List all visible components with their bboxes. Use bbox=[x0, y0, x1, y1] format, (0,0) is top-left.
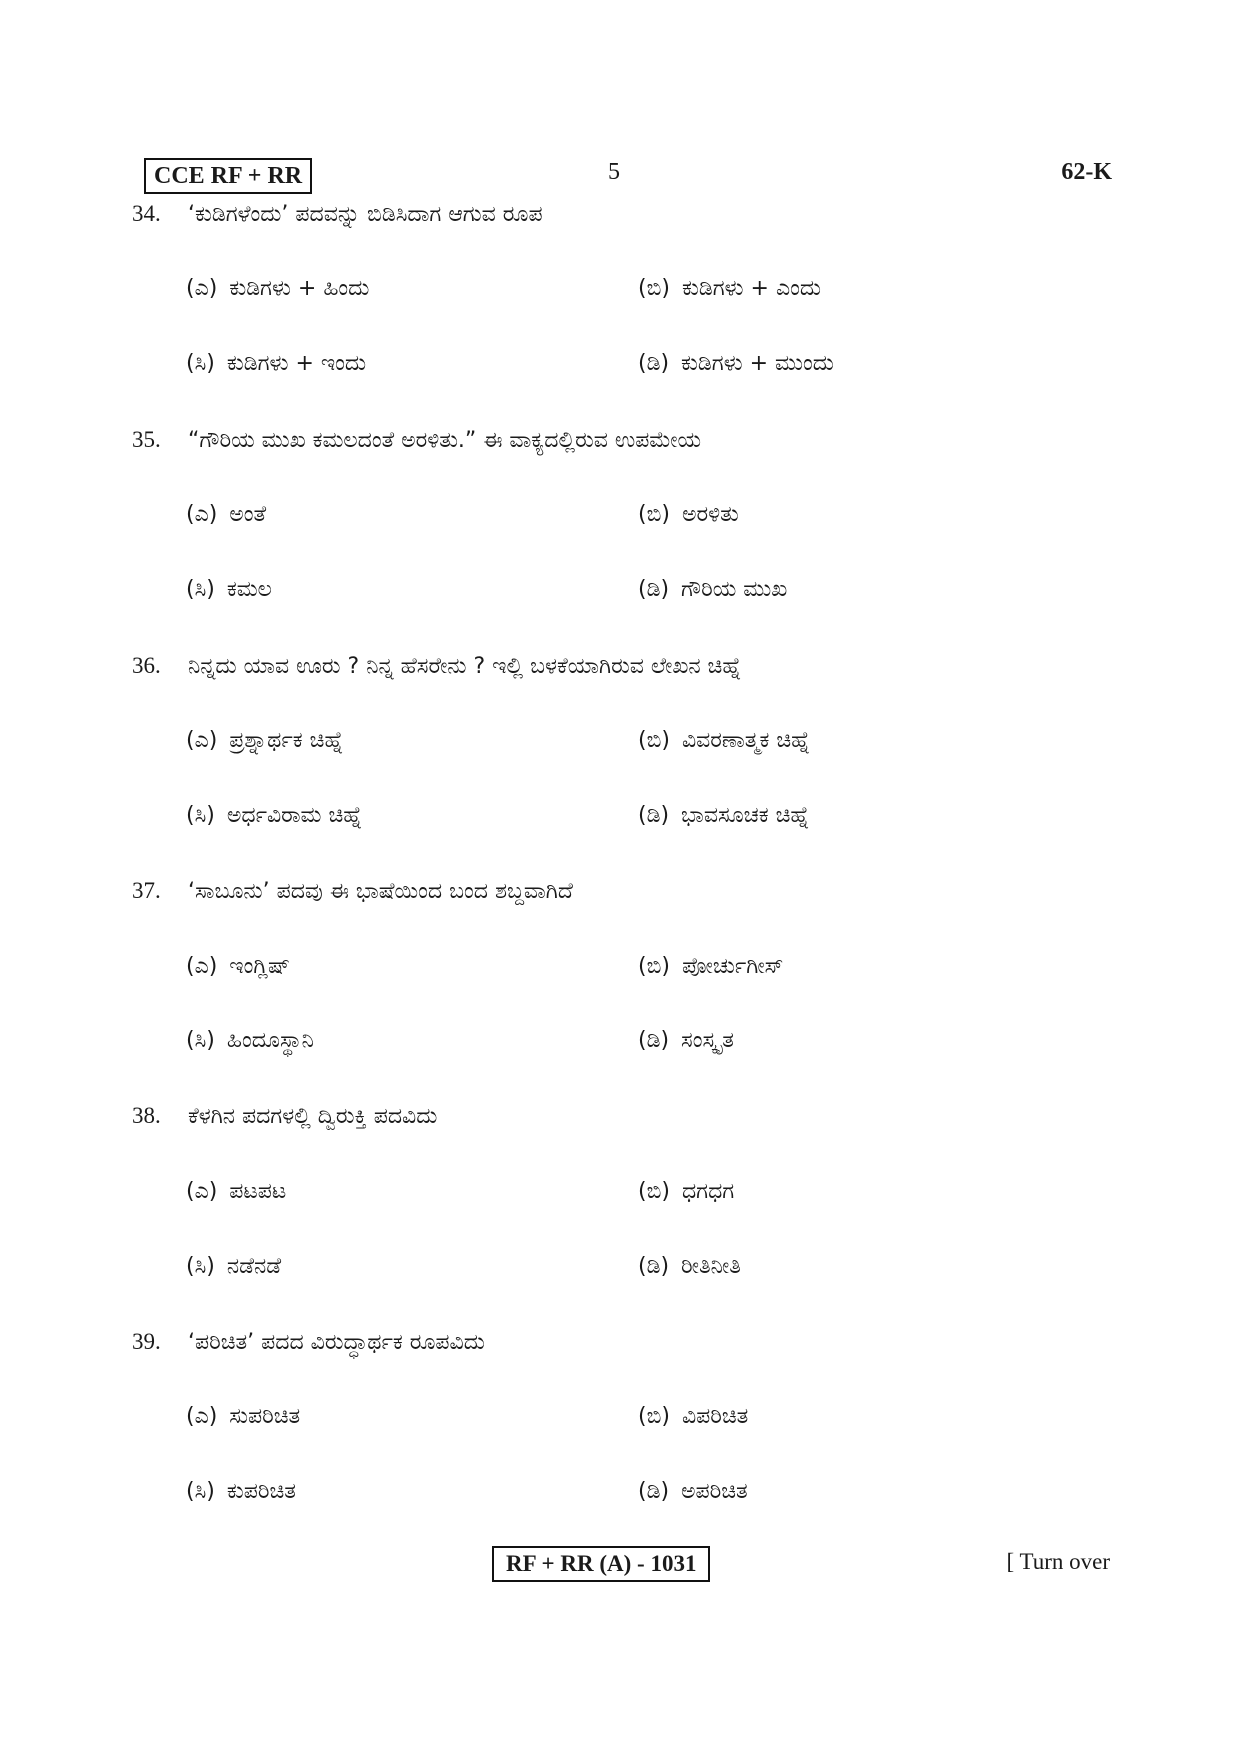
option-b bbox=[638, 1400, 748, 1434]
option-label: (ಬಿ) bbox=[638, 276, 670, 301]
question-37 bbox=[132, 875, 573, 908]
option-label: (ಎ) bbox=[186, 1404, 218, 1429]
option-d bbox=[638, 1250, 741, 1284]
option-label: (ಸಿ) bbox=[186, 351, 215, 376]
option-text: ಕುಡಿಗಳು + ಎಂದು bbox=[681, 276, 822, 301]
option-b bbox=[638, 950, 783, 984]
option-text: ನಡೆನಡೆ bbox=[226, 1254, 282, 1279]
option-label: (ಬಿ) bbox=[638, 1179, 670, 1204]
option-label: (ಡಿ) bbox=[638, 351, 670, 376]
option-label: (ಡಿ) bbox=[638, 1479, 670, 1504]
option-label: (ಬಿ) bbox=[638, 502, 670, 527]
page-number: 5 bbox=[608, 159, 620, 185]
option-label: (ಎ) bbox=[186, 276, 218, 301]
option-text: ಸಂಸ್ಕೃತ bbox=[681, 1028, 734, 1053]
question-35 bbox=[132, 424, 701, 457]
option-a bbox=[186, 724, 344, 758]
option-label: (ಬಿ) bbox=[638, 728, 670, 753]
option-text: ಪೋರ್ಚುಗೀಸ್ bbox=[681, 954, 784, 979]
option-a bbox=[186, 950, 290, 984]
question-39 bbox=[132, 1326, 485, 1359]
option-text: ಸುಪರಿಚಿತ bbox=[229, 1404, 301, 1429]
option-text: ಕುಪರಿಚಿತ bbox=[226, 1479, 296, 1504]
option-label: (ಎ) bbox=[186, 1179, 218, 1204]
option-text: ಅಂತೆ bbox=[229, 502, 267, 527]
option-d bbox=[638, 573, 787, 607]
option-text: ಕುಡಿಗಳು + ಮುಂದು bbox=[681, 351, 834, 376]
option-d bbox=[638, 1024, 734, 1058]
option-c bbox=[186, 347, 366, 381]
option-c bbox=[186, 799, 362, 833]
option-text: ಅರ್ಧವಿರಾಮ ಚಿಹ್ನೆ bbox=[226, 803, 363, 828]
option-text: ರೀತಿನೀತಿ bbox=[681, 1254, 741, 1279]
option-text: ಕಮಲ bbox=[226, 577, 272, 602]
option-label: (ಎ) bbox=[186, 728, 218, 753]
option-text: ಗೌರಿಯ ಮುಖ bbox=[681, 577, 788, 602]
question-text: ‘ಪರಿಚಿತ’ ಪದದ ವಿರುದ್ಧಾರ್ಥಕ ರೂಪವಿದು bbox=[188, 1330, 485, 1355]
option-label: (ಡಿ) bbox=[638, 803, 670, 828]
option-a bbox=[186, 498, 266, 532]
option-text: ಪ್ರಶ್ನಾರ್ಥಕ ಚಿಹ್ನೆ bbox=[229, 728, 344, 753]
option-text: ವಿಪರಿಚಿತ bbox=[681, 1404, 749, 1429]
option-text: ಪಟಪಟ bbox=[229, 1179, 287, 1204]
option-label: (ಸಿ) bbox=[186, 1479, 215, 1504]
question-number: 39. bbox=[132, 1329, 161, 1354]
question-34 bbox=[132, 198, 543, 231]
option-c bbox=[186, 1024, 314, 1058]
question-text: ‘ಸಾಬೂನು’ ಪದವು ಈ ಭಾಷೆಯಿಂದ ಬಂದ ಶಬ್ದವಾಗಿದೆ bbox=[188, 879, 573, 904]
option-label: (ಡಿ) bbox=[638, 577, 670, 602]
option-text: ಕುಡಿಗಳು + ಹಿಂದು bbox=[229, 276, 370, 301]
option-label: (ಎ) bbox=[186, 502, 218, 527]
option-c bbox=[186, 1250, 281, 1284]
paper-code: 62-K bbox=[1061, 159, 1112, 185]
turn-over-note: [ Turn over bbox=[1006, 1549, 1110, 1574]
question-36 bbox=[132, 650, 741, 683]
option-c bbox=[186, 573, 272, 607]
option-b bbox=[638, 498, 739, 532]
option-text: ಅರಳಿತು bbox=[681, 502, 739, 527]
option-label: (ಬಿ) bbox=[638, 1404, 670, 1429]
footer-code-box: RF + RR (A) - 1031 bbox=[492, 1546, 710, 1582]
question-number: 38. bbox=[132, 1103, 161, 1128]
question-number: 36. bbox=[132, 653, 161, 678]
option-label: (ಡಿ) bbox=[638, 1254, 670, 1279]
question-number: 35. bbox=[132, 427, 161, 452]
option-b bbox=[638, 1175, 734, 1209]
option-text: ಹಿಂದೂಸ್ಥಾನಿ bbox=[226, 1028, 314, 1053]
option-a bbox=[186, 272, 369, 306]
option-label: (ಬಿ) bbox=[638, 954, 670, 979]
option-d bbox=[638, 799, 809, 833]
option-c bbox=[186, 1475, 296, 1509]
option-text: ಭಾವಸೂಚಕ ಚಿಹ್ನೆ bbox=[681, 803, 810, 828]
option-label: (ಎ) bbox=[186, 954, 218, 979]
option-label: (ಸಿ) bbox=[186, 1254, 215, 1279]
option-d bbox=[638, 347, 834, 381]
question-text: “ಗೌರಿಯ ಮುಖ ಕಮಲದಂತೆ ಅರಳಿತು.” ಈ ವಾಕ್ಯದಲ್ಲಿರುವ ಉಪಮೇಯ bbox=[188, 428, 702, 453]
option-text: ಧಗಧಗ bbox=[681, 1179, 735, 1204]
question-number: 34. bbox=[132, 201, 161, 226]
option-label: (ಸಿ) bbox=[186, 803, 215, 828]
option-label: (ಸಿ) bbox=[186, 1028, 215, 1053]
option-label: (ಸಿ) bbox=[186, 577, 215, 602]
question-number: 37. bbox=[132, 878, 161, 903]
option-b bbox=[638, 272, 821, 306]
option-text: ಕುಡಿಗಳು + ಇಂದು bbox=[226, 351, 367, 376]
question-text: ‘ಕುಡಿಗಳೆಂದು’ ಪದವನ್ನು ಬಿಡಿಸಿದಾಗ ಆಗುವ ರೂಪ bbox=[188, 202, 543, 227]
option-text: ವಿವರಣಾತ್ಮಕ ಚಿಹ್ನೆ bbox=[681, 728, 811, 753]
option-label: (ಡಿ) bbox=[638, 1028, 670, 1053]
option-text: ಅಪರಿಚಿತ bbox=[681, 1479, 748, 1504]
question-text: ಕೆಳಗಿನ ಪದಗಳಲ್ಲಿ ದ್ವಿರುಕ್ತಿ ಪದವಿದು bbox=[188, 1104, 438, 1129]
option-a bbox=[186, 1400, 300, 1434]
option-b bbox=[638, 724, 810, 758]
question-text: ನಿನ್ನದು ಯಾವ ಊರು ? ನಿನ್ನ ಹೆಸರೇನು ? ಇಲ್ಲಿ ಬಳಕೆಯಾಗಿರುವ ಲೇಖನ ಚಿಹ್ನೆ bbox=[188, 654, 742, 679]
option-d bbox=[638, 1475, 748, 1509]
option-a bbox=[186, 1175, 286, 1209]
question-38 bbox=[132, 1100, 437, 1133]
option-text: ಇಂಗ್ಲಿಷ್ bbox=[229, 954, 291, 979]
series-code-box: CCE RF + RR bbox=[144, 158, 312, 194]
